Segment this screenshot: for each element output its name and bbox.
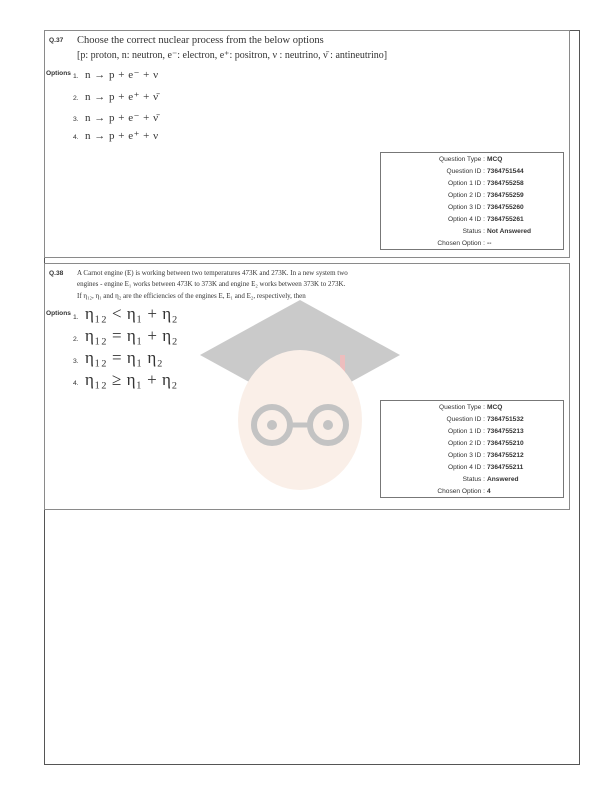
info-row: Chosen Option : --: [437, 239, 492, 247]
option-number: 2.: [73, 336, 79, 343]
question-number: Q.38: [49, 270, 64, 277]
option-2[interactable]: [73, 90, 159, 103]
question-info-box: [380, 152, 564, 250]
question-text: If η₁₂, η₁ and η₂ are the efficiencies of the engines E, E₁ and E₂, respectively, then: [77, 292, 306, 300]
info-row: Option 4 ID : 7364755211: [447, 463, 524, 471]
option-3[interactable]: [73, 111, 159, 124]
info-row: Status : Answered: [462, 475, 519, 483]
info-row: Option 4 ID : 7364755261: [447, 215, 524, 223]
option-equation: η₁₂ = η₁ η₂: [85, 348, 164, 367]
options-label: Options: [46, 70, 71, 77]
info-row: Question ID : 7364751532: [446, 415, 524, 423]
info-row: Option 2 ID : 7364755259: [447, 191, 524, 199]
option-number: 4.: [73, 380, 79, 387]
option-equation: n → p + e⁺ + ν: [85, 130, 159, 142]
info-row: Option 1 ID : 7364755258: [447, 179, 524, 187]
question-number: Q.37: [49, 37, 64, 44]
question-info-box: [380, 400, 564, 498]
option-4[interactable]: [73, 129, 159, 142]
watermark-mascot-icon: [200, 300, 400, 500]
option-4[interactable]: [73, 370, 178, 390]
info-row: Option 3 ID : 7364755212: [447, 451, 524, 459]
question-37-panel: [44, 30, 570, 258]
option-2[interactable]: [73, 326, 178, 346]
option-number: 1.: [73, 314, 79, 321]
option-number: 4.: [73, 134, 79, 141]
question-text: engines - engine E₁ works between 473K to 373K and engine E₂ works between 373K to 273K.: [77, 280, 346, 288]
option-equation: η₁₂ < η₁ + η₂: [85, 304, 179, 323]
question-legend: [p: proton, n: neutron, e⁻: electron, e⁺: positron, ν : neutrino, ν̄ : antineutrino]: [77, 50, 388, 61]
question-text: Choose the correct nuclear process from the below options: [77, 35, 324, 46]
question-text: A Carnot engine (E) is working between two temperatures 473K and 273K. In a new system two: [77, 269, 348, 277]
option-number: 2.: [73, 95, 79, 102]
info-row: Option 3 ID : 7364755260: [447, 203, 524, 211]
option-equation: n → p + e⁻ + ν: [85, 69, 159, 81]
option-equation: n → p + e⁺ + ν̄: [85, 91, 159, 103]
option-number: 3.: [73, 358, 79, 365]
info-row: Option 2 ID : 7364755210: [447, 439, 524, 447]
option-1[interactable]: [73, 304, 178, 324]
option-equation: n → p + e⁻ + ν̄: [85, 112, 159, 124]
info-row: Question Type : MCQ: [438, 155, 503, 163]
option-1[interactable]: [73, 68, 159, 81]
info-row: Option 1 ID : 7364755213: [447, 427, 524, 435]
options-label: Options: [46, 310, 71, 317]
info-row: Question Type : MCQ: [438, 403, 503, 411]
info-row: Chosen Option : 4: [437, 487, 491, 495]
option-equation: η₁₂ ≥ η₁ + η₂: [85, 370, 178, 389]
info-row: Question ID : 7364751544: [446, 167, 524, 175]
option-3[interactable]: [73, 348, 163, 368]
option-number: 3.: [73, 116, 79, 123]
info-row: Status : Not Answered: [462, 227, 532, 235]
option-number: 1.: [73, 73, 79, 80]
option-equation: η₁₂ = η₁ + η₂: [85, 326, 179, 345]
